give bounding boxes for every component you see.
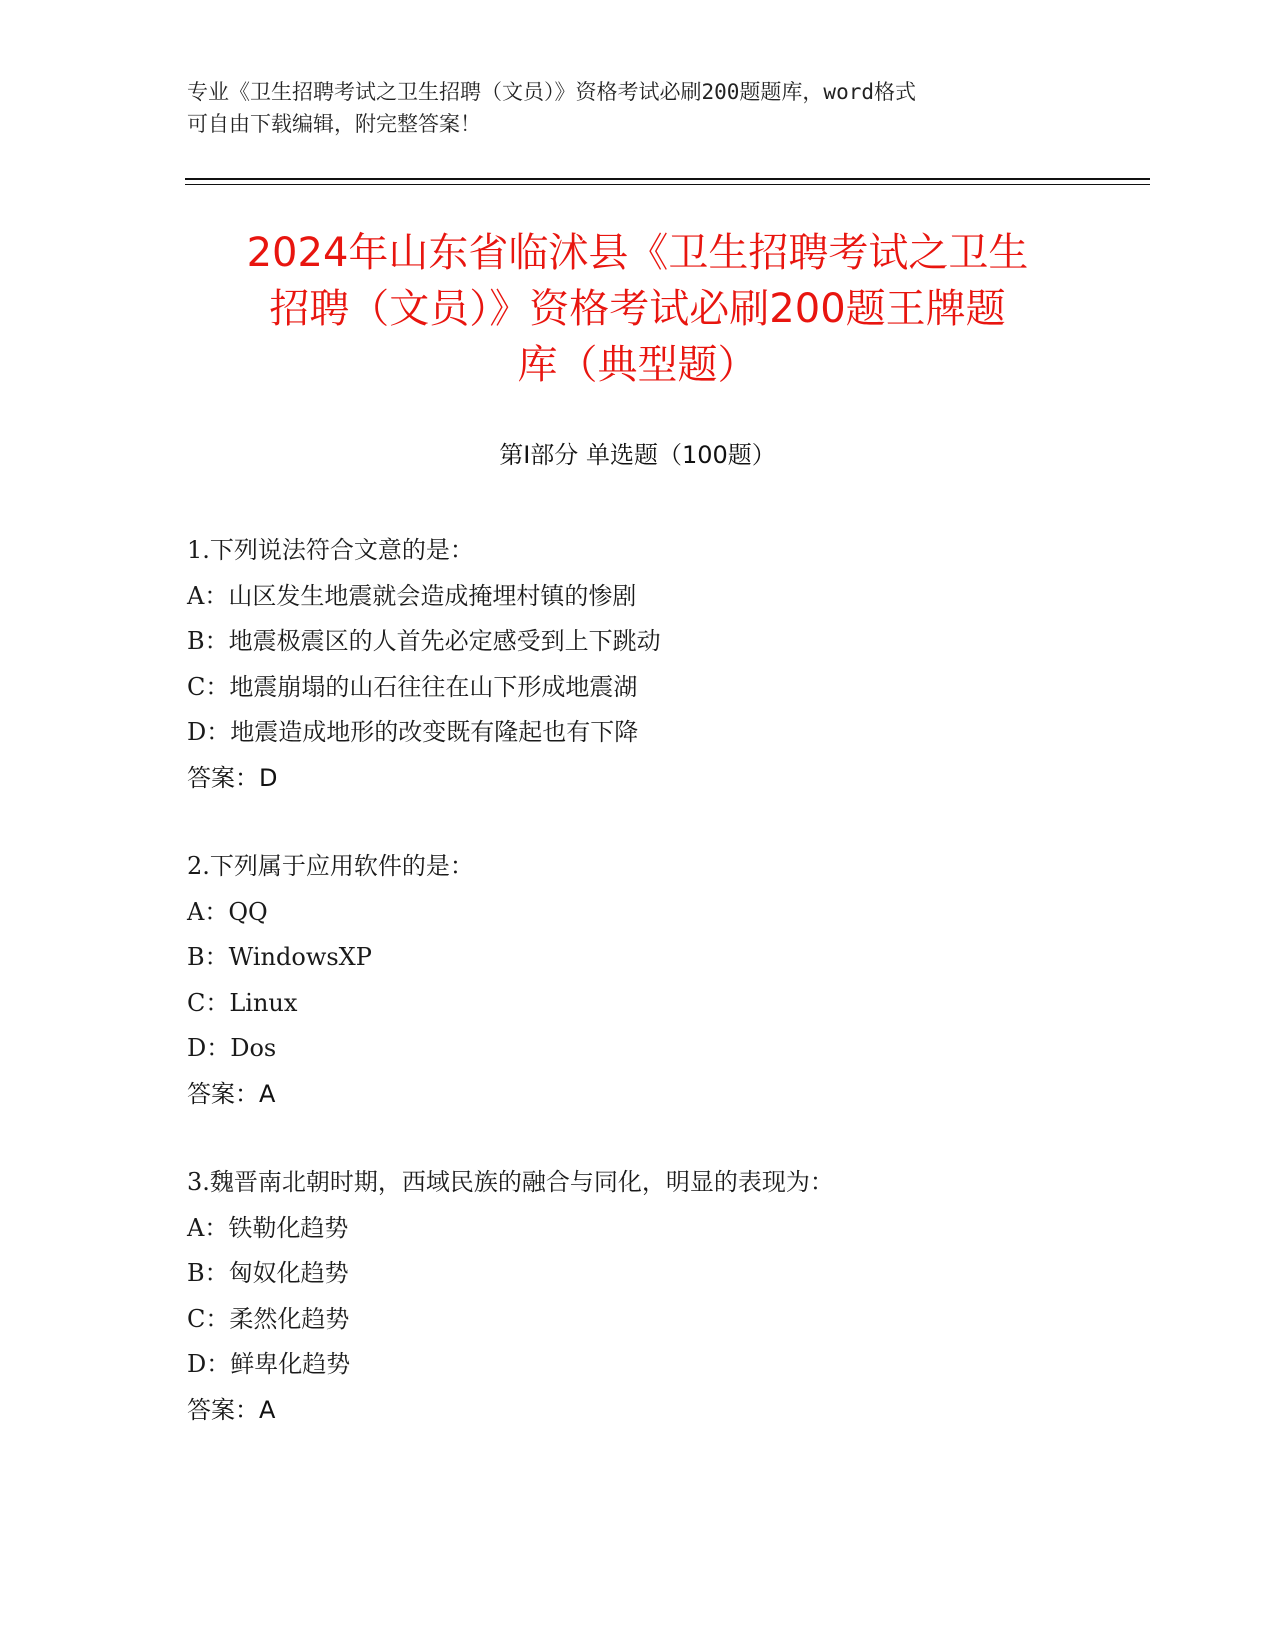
question-list	[187, 528, 1147, 1476]
option-c: C：柔然化趋势	[187, 1304, 350, 1333]
question-stem: 1.下列说法符合文意的是：	[187, 536, 474, 564]
document-title-line-2: 招聘（文员）》资格考试必刷200题王牌题	[269, 286, 1006, 332]
answer-line: 答案：D	[187, 763, 278, 792]
document-title-line-1: 2024年山东省临沭县《卫生招聘考试之卫生	[246, 230, 1029, 276]
option-a: A：QQ	[187, 897, 268, 926]
answer-line: 答案：A	[187, 1079, 276, 1108]
header-divider-thick	[185, 178, 1150, 180]
question-stem: 2.下列属于应用软件的是：	[187, 852, 474, 880]
header-note	[187, 76, 1067, 140]
answer-line: 答案：A	[187, 1395, 276, 1424]
option-b: B：匈奴化趋势	[187, 1259, 349, 1287]
question-3	[187, 1160, 1147, 1433]
option-d: D：Dos	[187, 1034, 277, 1062]
option-d: D：地震造成地形的改变既有隆起也有下降	[187, 718, 639, 746]
header-note-line-2: 可自由下载编辑，附完整答案！	[187, 112, 481, 136]
section-heading: 第Ⅰ部分 单选题（100题）	[499, 441, 776, 469]
option-c: C：地震崩塌的山石往往在山下形成地震湖	[187, 672, 638, 701]
header-divider-thin	[185, 184, 1150, 185]
question-stem: 3.魏晋南北朝时期，西域民族的融合与同化，明显的表现为：	[187, 1168, 834, 1196]
option-d: D：鲜卑化趋势	[187, 1350, 351, 1378]
document-title-line-3: 库（典型题）	[517, 342, 758, 388]
option-a: A：铁勒化趋势	[187, 1213, 349, 1242]
option-b: B：WindowsXP	[187, 943, 372, 971]
option-b: B：地震极震区的人首先必定感受到上下跳动	[187, 627, 661, 655]
header-note-line-1: 专业《卫生招聘考试之卫生招聘（文员）》资格考试必刷200题题库，word格式	[187, 80, 916, 104]
option-c: C：Linux	[187, 988, 298, 1017]
question-2	[187, 844, 1147, 1117]
option-a: A：山区发生地震就会造成掩埋村镇的惨剧	[187, 581, 637, 610]
question-1	[187, 528, 1147, 801]
document-title	[180, 225, 1095, 393]
